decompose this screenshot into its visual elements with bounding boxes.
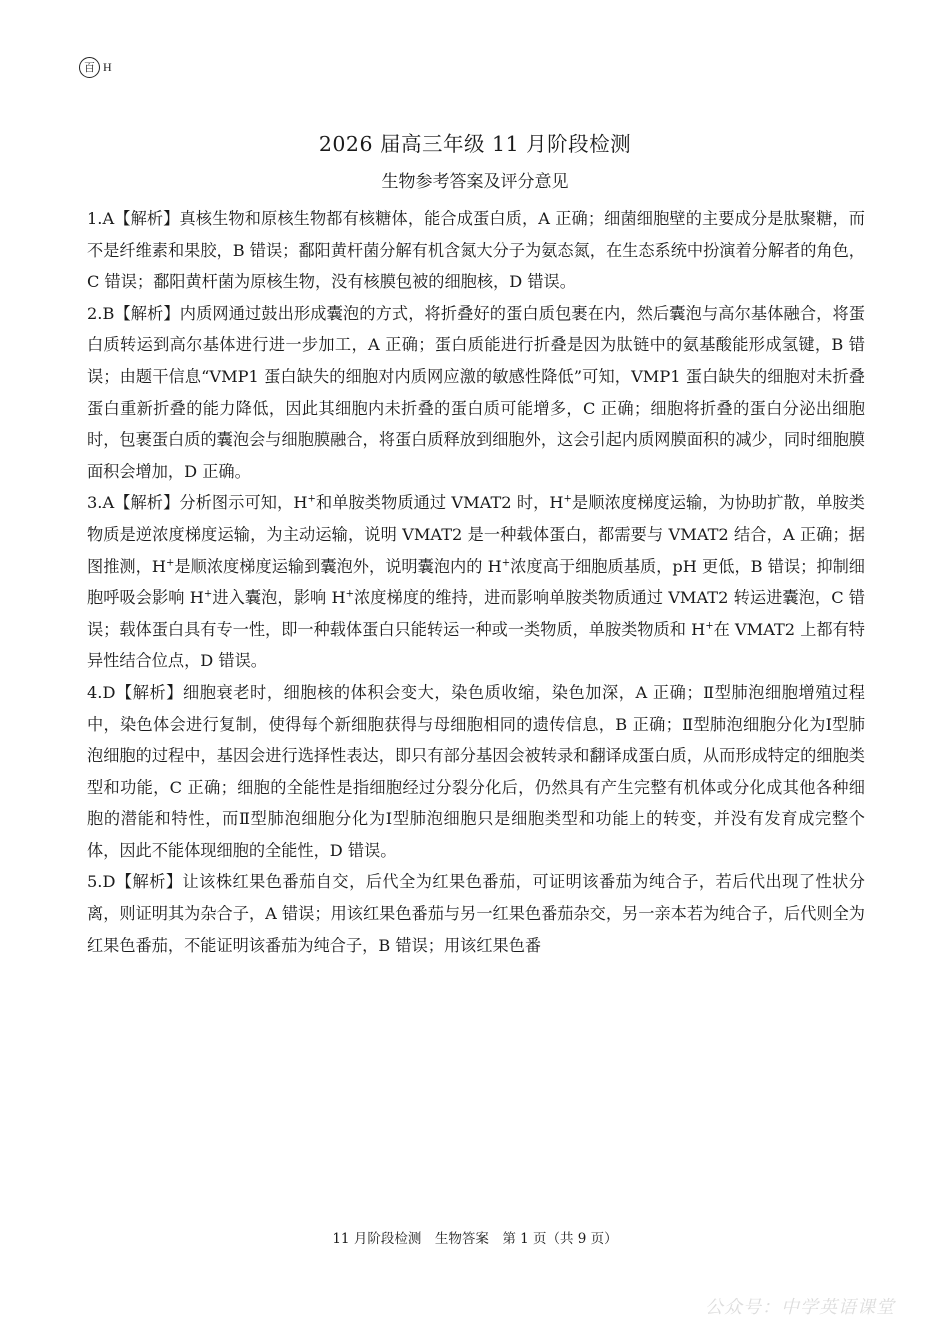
answer-list [87,203,865,961]
answer-item: 4.D【解析】细胞衰老时，细胞核的体积会变大，染色质收缩，染色加深，A 正确；Ⅱ型肺泡细胞增殖过程中，染色体会进行复制，使得每个新细胞获得与母细胞相同的遗传信息，B 正确；Ⅱ型肺泡细胞分化为Ⅰ型肺泡细胞的过程中，基因会进行选择性表达，即只有部分基因会被转录和翻译成蛋白质，从而形成特定的细胞类型和功能，C 正确；细胞的全能性是指细胞经过分裂分化后，仍然具有产生完整有机体或分化成其他各种细胞的潜能和特性，而Ⅱ型肺泡细胞分化为Ⅰ型肺泡细胞只是细胞类型和功能上的转变，并没有发育成完整个体，因此不能体现细胞的全能性，D 错误。 [87,682,865,860]
answer-item: 5.D【解析】让该株红果色番茄自交，后代全为红果色番茄，可证明该番茄为纯合子，若后代出现了性状分离，则证明其为杂合子，A 错误；用该红果色番茄与另一红果色番茄杂交，另一亲本若为纯合子，后代则全为红果色番茄，不能证明该番茄为纯合子，B 错误；用该红果色番 [87,872,865,955]
answer-item: 2.B【解析】内质网通过鼓出形成囊泡的方式，将折叠好的蛋白质包裹在内，然后囊泡与高尔基体融合，将蛋白质转运到高尔基体进行进一步加工，A 正确；蛋白质能进行折叠是因为肽链中的氨基酸能形成氢键，B 错误；由题干信息“VMP1 蛋白缺失的细胞对内质网应激的敏感性降低”可知，VMP1 蛋白缺失的细胞对未折叠蛋白重新折叠的能力降低，因此其细胞内未折叠的蛋白质可能增多，C 正确；细胞将折叠的蛋白分泌出细胞时，包裹蛋白质的囊泡会与细胞膜融合，将蛋白质释放到细胞外，这会引起内质网膜面积的减少，同时细胞膜面积会增加，D 正确。 [87,303,865,481]
answer-item: 3.A【解析】分析图示可知，H+和单胺类物质通过 VMAT2 时，H+是顺浓度梯度运输，为协助扩散，单胺类物质是逆浓度梯度运输，为主动运输，说明 VMAT2 是一种载体蛋白，都需要与 VMAT2 结合，A 正确；据图推测，H+是顺浓度梯度运输到囊泡外，说明囊泡内的 H+浓度高于细胞质基质，pH 更低，B 错误；抑制细胞呼吸会影响 H+进入囊泡，影响 H+浓度梯度的维持，进而影响单胺类物质通过 VMAT2 转运进囊泡，C 错误；载体蛋白具有专一性，即一种载体蛋白只能转运一种或一类物质，单胺类物质和 H+在 VMAT2 上都有特异性结合位点，D 错误。 [87,493,865,671]
page-footer: 11 月阶段检测 生物答案 第 1 页（共 9 页） [332,1231,618,1247]
page-title: 2026 届高三年级 11 月阶段检测 [318,132,632,156]
logo-seal-icon: 百 [79,57,100,78]
logo-letter: H [103,60,112,74]
page-subtitle: 生物参考答案及评分意见 [381,172,569,192]
watermark-text: 公众号：中学英语课堂 [705,1297,895,1318]
publisher-logo [79,57,112,78]
answer-item: 1.A【解析】真核生物和原核生物都有核糖体，能合成蛋白质，A 正确；细菌细胞壁的主要成分是肽聚糖，而不是纤维素和果胶，B 错误；鄱阳黄杆菌分解有机含氮大分子为氨态氮，在生态系统中扮演着分解者的角色，C 错误；鄱阳黄杆菌为原核生物，没有核膜包被的细胞核，D 错误。 [87,209,865,292]
